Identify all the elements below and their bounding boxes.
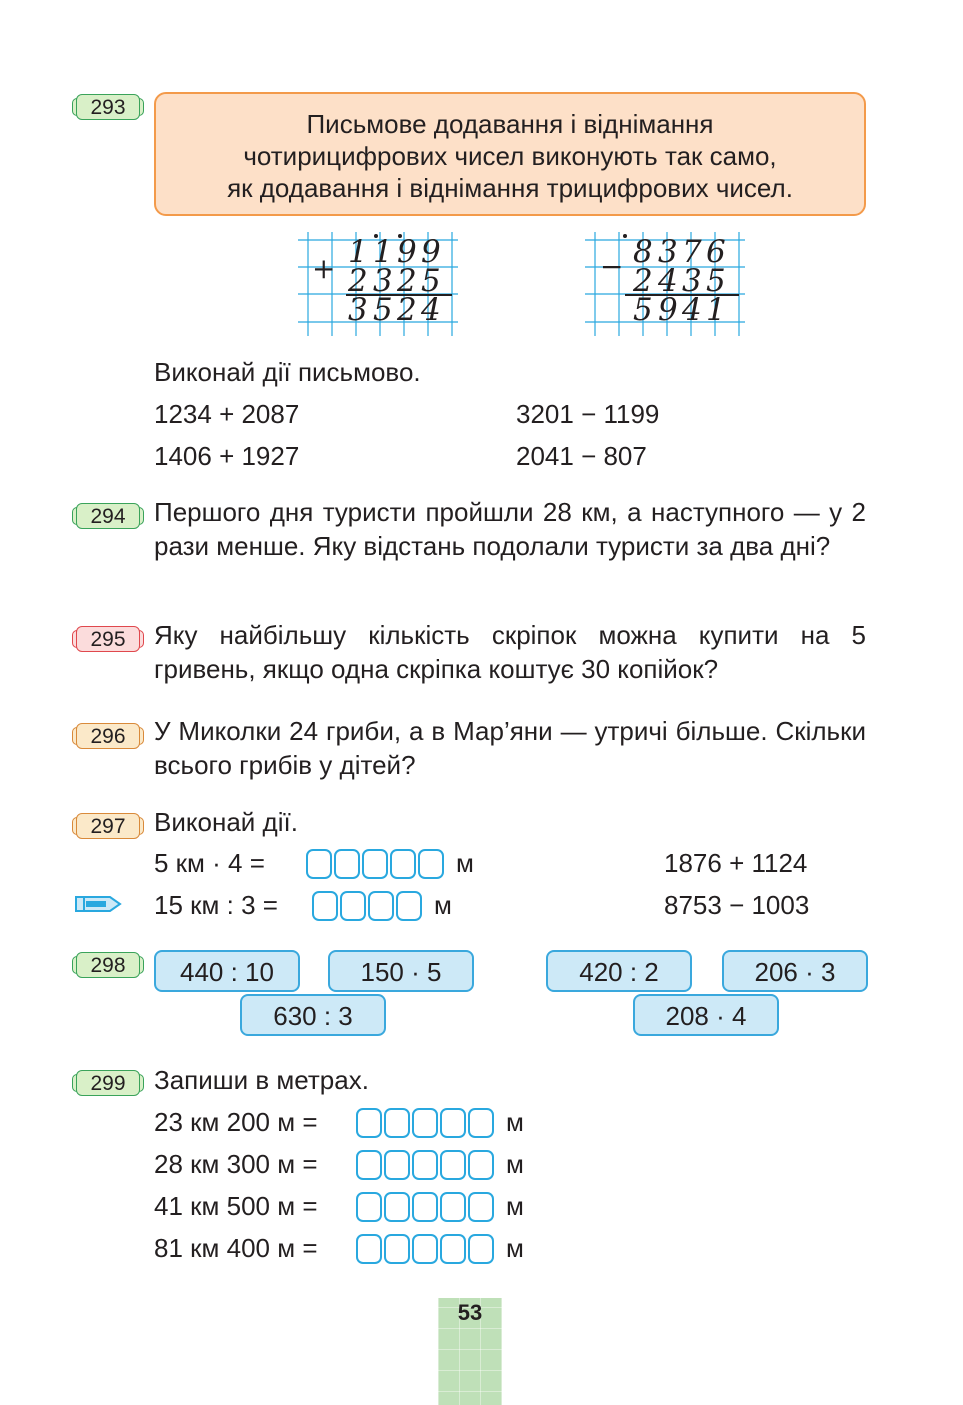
page-number: 53	[457, 1300, 483, 1325]
subtraction-sign: −	[600, 250, 624, 283]
instruction-297: Виконай дії.	[154, 807, 298, 837]
subtraction-digit: 5	[706, 263, 726, 299]
page-number-tab	[438, 1298, 502, 1405]
rule-line-3: як додавання і віднімання трицифрових чисел.	[227, 173, 793, 203]
task-296-text: У Миколки 24 гриби, а в Мар’яни — утричі більше. Скільки всього грибів у дітей?	[154, 716, 866, 780]
addition-digit: 3	[348, 292, 368, 328]
unit-label: м	[506, 1191, 524, 1221]
instruction-293: Виконай дії письмово.	[154, 357, 421, 387]
task-295-text: Яку найбільшу кількість скріпок можна купити на 5 гривень, якщо одна скріпка коштує 30 копійок?	[154, 620, 866, 684]
conversion-row: 28 км 300 м =	[154, 1149, 318, 1179]
expression-card: 150 · 5	[328, 950, 474, 992]
addition-digit: 1	[373, 234, 393, 270]
task-number-295: 295	[76, 626, 140, 652]
unit-label: м	[456, 848, 474, 878]
task-number-296: 296	[76, 723, 140, 749]
rule-line-1: Письмове додавання і віднімання	[306, 109, 714, 139]
addition-digit: 3	[373, 263, 393, 299]
task-number-299: 299	[76, 1070, 140, 1096]
addition-digit: 5	[373, 292, 393, 328]
expression-card: 630 : 3	[240, 994, 386, 1036]
exercise: 1234 + 2087	[154, 399, 300, 429]
subtraction-digit: 7	[682, 234, 702, 270]
expression-297-right-2: 8753 − 1003	[664, 890, 810, 920]
subtraction-digit: 3	[658, 234, 678, 270]
conversion-row: 81 км 400 м =	[154, 1233, 318, 1263]
subtraction-digit: 8	[633, 234, 653, 270]
exercise: 2041 − 807	[516, 441, 647, 471]
subtraction-digit: 1	[706, 292, 726, 328]
subtraction-digit: 9	[658, 292, 678, 328]
expression-card: 420 : 2	[546, 950, 692, 992]
task-number-297: 297	[76, 813, 140, 839]
expression-card: 206 · 3	[722, 950, 868, 992]
pencil-icon	[74, 893, 122, 915]
expression-297-1: 5 км · 4 =	[154, 848, 265, 878]
unit-label: м	[506, 1233, 524, 1263]
task-294-text: Першого дня туристи пройшли 28 км, а наступного — у 2 рази менше. Яку відстань подолали туристи за два дні?	[154, 497, 866, 561]
addition-digit: 2	[397, 263, 417, 299]
expression-card: 208 · 4	[633, 994, 779, 1036]
rule-box	[154, 92, 866, 216]
subtraction-digit: 4	[682, 292, 702, 328]
addition-digit: 9	[397, 234, 417, 270]
task-number-293: 293	[76, 94, 140, 120]
subtraction-digit: 2	[633, 263, 653, 299]
addition-digit: 4	[421, 292, 441, 328]
rule-line-2: чотирицифрових чисел виконують так само,	[243, 141, 777, 171]
addition-digit: 2	[397, 292, 417, 328]
addition-digit: 1	[348, 234, 368, 270]
task-number-294: 294	[76, 503, 140, 529]
expression-card: 440 : 10	[154, 950, 300, 992]
addition-digit: 9	[421, 234, 441, 270]
addition-digit: 5	[421, 263, 441, 299]
subtraction-digit: 6	[706, 234, 726, 270]
unit-label: м	[506, 1149, 524, 1179]
exercise: 1406 + 1927	[154, 441, 300, 471]
conversion-row: 41 км 500 м =	[154, 1191, 318, 1221]
unit-label: м	[506, 1107, 524, 1137]
exercise: 3201 − 1199	[516, 399, 660, 429]
unit-label: м	[434, 890, 452, 920]
subtraction-digit: 3	[682, 263, 702, 299]
subtraction-digit: 5	[633, 292, 653, 328]
subtraction-digit: 4	[658, 263, 678, 299]
addition-digit: 2	[348, 263, 368, 299]
expression-297-2: 15 км : 3 =	[154, 890, 278, 920]
task-number-298: 298	[76, 952, 140, 978]
expression-297-right-1: 1876 + 1124	[664, 848, 808, 878]
conversion-row: 23 км 200 м =	[154, 1107, 318, 1137]
addition-sign: +	[312, 252, 336, 285]
instruction-299: Запиши в метрах.	[154, 1065, 369, 1095]
